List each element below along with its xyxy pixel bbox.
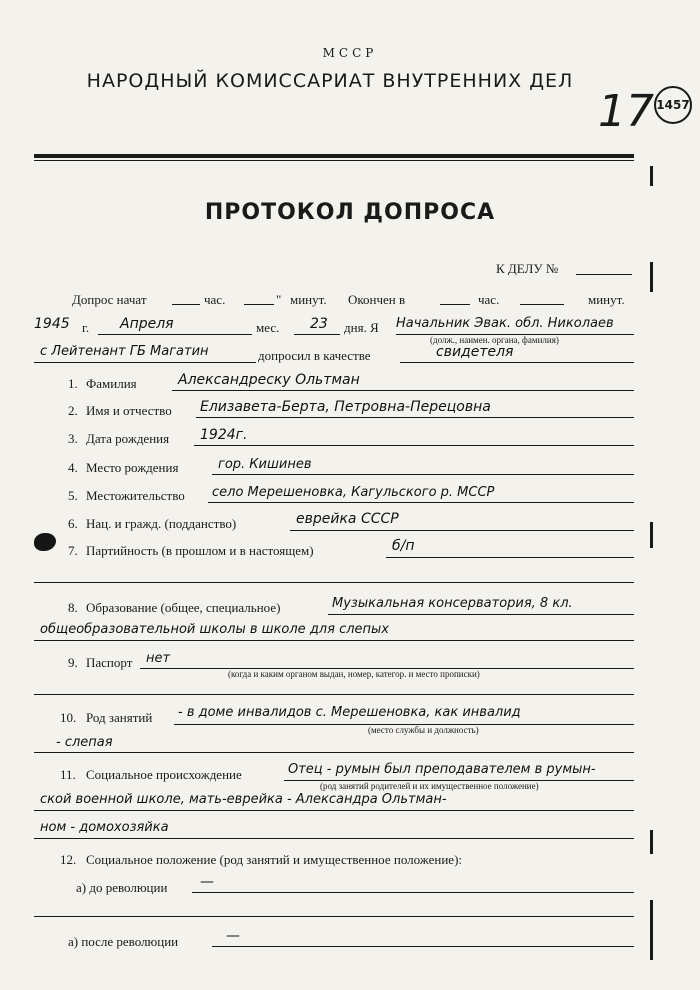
blank-line — [520, 304, 564, 305]
origin-line-2 — [34, 810, 634, 811]
hours-label-2: час. — [478, 292, 500, 307]
field-4-label: Место рождения — [86, 460, 179, 475]
origin-value-3: ном - домохозяйка — [40, 820, 169, 835]
field-7-value: б/п — [392, 538, 415, 554]
margin-mark — [650, 830, 653, 854]
field-1-value: Александреску Ольтман — [178, 372, 360, 388]
passport-line-2 — [34, 694, 634, 695]
blank-line — [294, 334, 340, 335]
field-3-line — [194, 445, 634, 446]
minutes-label-2: минут. — [588, 292, 625, 307]
social-before-label: а) до революции — [76, 880, 168, 895]
day-label: дня. Я — [344, 320, 379, 335]
ended-label: Окончен в — [348, 292, 406, 307]
origin-caption: (род занятий родителей и их имущественное положение) — [320, 781, 539, 791]
blank-line — [244, 304, 274, 305]
ministry-short: МССР — [322, 46, 378, 60]
minutes-quote: " — [276, 292, 282, 307]
occupation-value-2: - слепая — [56, 735, 113, 750]
field-5-num: 5. — [68, 488, 78, 503]
started-label: Допрос начат — [72, 292, 147, 307]
occupation-line-2 — [34, 752, 634, 753]
passport-value: нет — [146, 651, 171, 666]
blank-line — [98, 334, 252, 335]
case-label: К ДЕЛУ № — [496, 261, 559, 276]
field-6-value: еврейка СССР — [296, 511, 399, 527]
case-number-line — [576, 274, 632, 275]
ministry-full-title: НАРОДНЫЙ КОМИССАРИАТ ВНУТРЕННИХ ДЕЛ — [86, 70, 574, 92]
field-3-label: Дата рождения — [86, 431, 170, 446]
margin-mark — [650, 522, 653, 548]
education-num: 8. — [68, 600, 78, 615]
field-2-label: Имя и отчество — [86, 403, 172, 418]
minutes-label: минут. — [290, 292, 327, 307]
field-1-num: 1. — [68, 376, 78, 391]
field-4-value: гор. Кишинев — [218, 457, 312, 472]
origin-value-2: ской военной школе, мать-еврейка - Александра Ольтман- — [40, 792, 447, 807]
field-1-label: Фамилия — [86, 376, 137, 391]
social-after-line — [212, 946, 634, 947]
occupation-caption: (место службы и должность) — [368, 725, 479, 735]
questioned-label: допросил в качестве — [258, 348, 371, 363]
month-value: Апреля — [120, 316, 174, 332]
blank-line — [400, 362, 634, 363]
margin-mark — [650, 166, 653, 186]
officer-caption: (долж., наимен. органа, фамилия) — [430, 335, 559, 345]
blank-line — [440, 304, 470, 305]
field-2-line — [196, 417, 634, 418]
social-after-label: а) после революции — [68, 934, 179, 949]
year-suffix: г. — [82, 320, 90, 335]
field-3-value: 1924г. — [200, 427, 248, 443]
field-5-line — [208, 502, 634, 503]
field-4-num: 4. — [68, 460, 78, 475]
role-value: свидетеля — [436, 344, 514, 360]
year-value: 1945 — [34, 316, 70, 332]
page-title: ПРОТОКОЛ ДОПРОСА — [204, 200, 496, 225]
field-7-num: 7. — [68, 543, 78, 558]
social-blank-line — [34, 916, 634, 917]
education-value-2: общеобразовательной школы в школе для слепых — [40, 622, 389, 637]
field-2-num: 2. — [68, 403, 78, 418]
social-label: Социальное положение (род занятий и имущественное положение): — [86, 852, 463, 867]
month-label: мес. — [256, 320, 280, 335]
field-3-num: 3. — [68, 431, 78, 446]
social-before-line — [192, 892, 634, 893]
field-6-num: 6. — [68, 516, 78, 531]
hours-label: час. — [204, 292, 226, 307]
field-1-line — [172, 390, 634, 391]
passport-caption: (когда и каким органом выдан, номер, категор. и место прописки) — [228, 669, 480, 679]
field-5-label: Местожительство — [86, 488, 185, 503]
officer-rank-value: с Лейтенант ГБ Магатин — [40, 344, 209, 359]
passport-num: 9. — [68, 655, 78, 670]
field-6-line — [290, 530, 634, 531]
origin-num: 11. — [60, 767, 76, 782]
social-after-value: — — [226, 928, 240, 944]
blank-line — [34, 362, 256, 363]
origin-line-3 — [34, 838, 634, 839]
social-num: 12. — [60, 852, 77, 867]
education-line-2 — [34, 640, 634, 641]
origin-value-1: Отец - румын был преподавателем в румын- — [288, 762, 596, 777]
passport-label: Паспорт — [86, 655, 133, 670]
margin-mark — [650, 900, 653, 960]
officer-value: Начальник Эвак. обл. Николаев — [396, 316, 614, 331]
field-5-value: село Мерешеновка, Кагульского р. МССР — [212, 485, 495, 500]
punch-hole — [34, 533, 56, 551]
education-line-1 — [328, 614, 634, 615]
field-7-label: Партийность (в прошлом и в настоящем) — [86, 543, 314, 558]
origin-label: Социальное происхождение — [86, 767, 242, 782]
education-label: Образование (общее, специальное) — [86, 600, 281, 615]
folio-number-stamp: 1457 — [654, 86, 692, 124]
day-value: 23 — [310, 316, 328, 332]
margin-mark — [650, 262, 653, 292]
field-4-line — [212, 474, 634, 475]
field-7-line — [386, 557, 634, 558]
field-6-label: Нац. и гражд. (подданство) — [86, 516, 237, 531]
header-rule-thin — [34, 160, 634, 161]
handwritten-mark: 17 — [598, 86, 654, 137]
occupation-label: Род занятий — [86, 710, 153, 725]
occupation-num: 10. — [60, 710, 77, 725]
social-before-value: — — [200, 874, 214, 890]
field-2-value: Елизавета-Берта, Петровна-Перецовна — [200, 399, 491, 415]
header-rule-thick — [34, 154, 634, 158]
occupation-value-1: - в доме инвалидов с. Мерешеновка, как инвалид — [178, 705, 521, 720]
education-value-1: Музыкальная консерватория, 8 кл. — [332, 596, 573, 611]
field-7-line-2 — [34, 582, 634, 583]
blank-line — [172, 304, 200, 305]
